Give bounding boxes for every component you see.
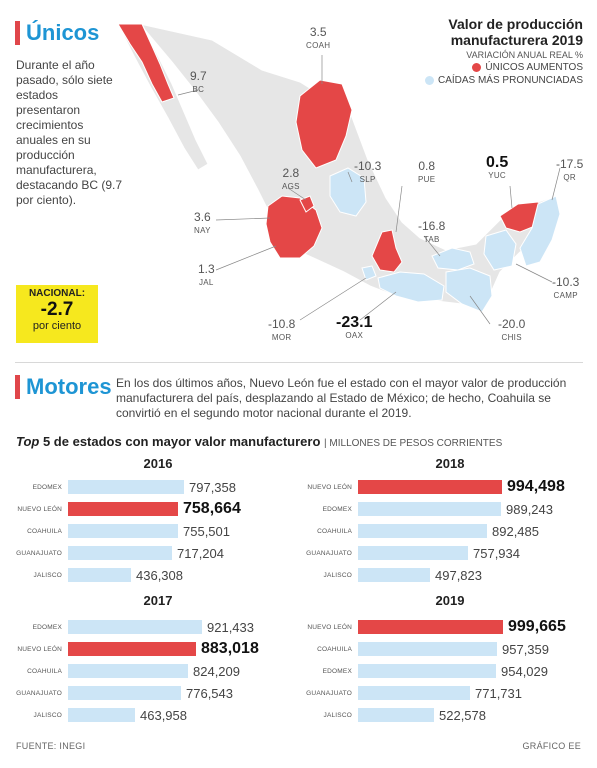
state-label-slp: -10.3 SLP — [354, 159, 382, 184]
bar-value-label: 797,358 — [189, 479, 236, 495]
bar-value-label: 883,018 — [201, 640, 259, 657]
bar-row-2016 — [32, 479, 236, 495]
bar — [358, 502, 501, 516]
bar-category-label: COAHUILA — [27, 667, 62, 675]
bar-category-label: COAHUILA — [317, 645, 352, 653]
bar-category-label: COAHUILA — [317, 527, 352, 535]
bar-category-label: JALISCO — [33, 711, 62, 719]
bar-value-label: 436,308 — [136, 567, 183, 583]
bar — [358, 642, 497, 656]
bar-value-label: 776,543 — [186, 685, 233, 701]
footer-credit: GRÁFICO EE — [522, 741, 581, 751]
bar — [358, 708, 434, 722]
bar-category-label: GUANAJUATO — [306, 689, 352, 697]
bar — [358, 686, 470, 700]
state-label-jal: 1.3 JAL — [198, 262, 215, 287]
bar-value-label: 497,823 — [435, 567, 482, 583]
bar — [68, 642, 196, 656]
state-label-bc: 9.7 BC — [190, 69, 207, 94]
state-label-oax: -23.1 OAX — [336, 314, 373, 340]
state-label-tab: -16.8 TAB — [418, 219, 446, 244]
bar-row-2019 — [307, 618, 566, 635]
bar — [358, 480, 502, 494]
blue-dot-icon — [425, 76, 434, 85]
bar — [68, 502, 178, 516]
legend-subtitle: VARIACIÓN ANUAL REAL % — [466, 50, 583, 60]
national-unit: por ciento — [32, 320, 82, 332]
state-label-camp: -10.3 CAMP — [552, 275, 580, 300]
bar-row-2016 — [17, 500, 241, 517]
motores-heading — [15, 374, 112, 400]
bar-value-label: 921,433 — [207, 619, 254, 635]
state-label-chis: -20.0 CHIS — [498, 317, 526, 342]
bar-category-label: GUANAJUATO — [306, 549, 352, 557]
bar-value-label: 771,731 — [475, 685, 522, 701]
map-legend — [425, 16, 583, 86]
red-dot-icon — [472, 63, 481, 72]
bar-category-label: NUEVO LEÓN — [307, 483, 352, 491]
bar-row-2019 — [323, 707, 486, 723]
motores-text: En los dos últimos años, Nuevo León fue el estado con el mayor valor de producción manufacturera del país, desplazando al Estado de México; de hecho, Coahuila se convirtió en el segundo motor nacional durante el 2019. — [116, 376, 567, 420]
bar-value-label: 522,578 — [439, 707, 486, 723]
bar-category-label: GUANAJUATO — [16, 549, 62, 557]
state-label-yuc: 0.5 YUC — [486, 154, 509, 180]
bar-row-2017 — [32, 619, 254, 635]
bar-row-2018 — [307, 478, 565, 495]
legend-item-up: ÚNICOS AUMENTOS — [425, 62, 583, 73]
bar — [358, 664, 496, 678]
state-label-nay: 3.6 NAY — [194, 210, 211, 235]
bar-category-label: EDOMEX — [32, 483, 62, 491]
bar-row-2017 — [16, 685, 233, 701]
state-label-qr: -17.5 QR — [556, 157, 584, 182]
bar-category-label: NUEVO LEÓN — [307, 623, 352, 631]
legend-title-line1: Valor de producción — [448, 16, 583, 32]
bar — [358, 620, 503, 634]
bar-value-label: 999,665 — [508, 618, 566, 635]
bar-row-2016 — [33, 567, 183, 583]
top5-unit: | MILLONES DE PESOS CORRIENTES — [324, 438, 503, 449]
bar-row-2016 — [27, 523, 230, 539]
bar-row-2017 — [17, 640, 259, 657]
bar — [68, 480, 184, 494]
state-label-mor: -10.8 MOR — [268, 317, 296, 342]
heading-accent-bar — [15, 375, 20, 399]
bar-category-label: NUEVO LEÓN — [17, 645, 62, 653]
legend-title-line2: manufacturera 2019 — [450, 32, 583, 48]
map-state-chis — [446, 268, 492, 312]
state-label-coah: 3.5 COAH — [306, 25, 331, 50]
chart-title-2018: 2018 — [435, 456, 465, 471]
legend-item-down: CAÍDAS MÁS PRONUNCIADAS — [425, 75, 583, 86]
bar-value-label: 824,209 — [193, 663, 240, 679]
bar-category-label: JALISCO — [323, 711, 352, 719]
top5-title-em: Top — [16, 434, 40, 449]
bar-row-2019 — [306, 685, 522, 701]
bar-category-label: COAHUILA — [27, 527, 62, 535]
bar — [358, 524, 487, 538]
bar-category-label: EDOMEX — [322, 667, 352, 675]
national-label: NACIONAL: — [28, 288, 86, 299]
motores-title: Motores — [26, 374, 112, 399]
bar-row-2018 — [322, 501, 553, 517]
chart-title-2017: 2017 — [143, 593, 173, 608]
state-label-pue: 0.8 PUE — [418, 159, 436, 184]
national-box — [16, 285, 98, 343]
bar-category-label: JALISCO — [323, 571, 352, 579]
bar-value-label: 757,934 — [473, 545, 520, 561]
bar-row-2018 — [306, 545, 520, 561]
bar — [68, 686, 181, 700]
chart-title-2016: 2016 — [143, 456, 173, 471]
bar-value-label: 755,501 — [183, 523, 230, 539]
bar-value-label: 994,498 — [507, 478, 565, 495]
bar-row-2019 — [317, 641, 549, 657]
bar-category-label: GUANAJUATO — [16, 689, 62, 697]
bar-row-2018 — [323, 567, 482, 583]
state-label-ags: 2.8 AGS — [282, 166, 300, 191]
bar-value-label: 463,958 — [140, 707, 187, 723]
national-value: -2.7 — [40, 299, 74, 320]
bar-category-label: EDOMEX — [32, 623, 62, 631]
bar-value-label: 954,029 — [501, 663, 548, 679]
bar — [68, 568, 131, 582]
bar — [68, 546, 172, 560]
bar-value-label: 717,204 — [177, 545, 224, 561]
bar-value-label: 989,243 — [506, 501, 553, 517]
bar-value-label: 892,485 — [492, 523, 539, 539]
top5-title — [16, 434, 502, 449]
unicos-intro: Durante el año pasado, sólo siete estados presentaron crecimientos anuales en su producción manufacturera, destacando BC (9.7 por ciento). — [16, 58, 123, 207]
bar-row-2017 — [33, 707, 187, 723]
bar-value-label: 758,664 — [183, 500, 241, 517]
bar-row-2019 — [322, 663, 548, 679]
bar-category-label: EDOMEX — [322, 505, 352, 513]
footer-source: FUENTE: INEGI — [16, 741, 86, 751]
bar — [68, 620, 202, 634]
bar — [68, 524, 178, 538]
bar — [68, 708, 135, 722]
bar — [358, 568, 430, 582]
section-divider — [15, 362, 583, 363]
bar-row-2016 — [16, 545, 224, 561]
bar — [358, 546, 468, 560]
bar-category-label: NUEVO LEÓN — [17, 505, 62, 513]
bar-value-label: 957,359 — [502, 641, 549, 657]
top5-title-rest: 5 de estados con mayor valor manufacturero — [42, 434, 321, 449]
bar — [68, 664, 188, 678]
bar-category-label: JALISCO — [33, 571, 62, 579]
unicos-title: Únicos — [26, 20, 100, 45]
chart-title-2019: 2019 — [435, 593, 465, 608]
bar-row-2018 — [317, 523, 539, 539]
bar-row-2017 — [27, 663, 240, 679]
